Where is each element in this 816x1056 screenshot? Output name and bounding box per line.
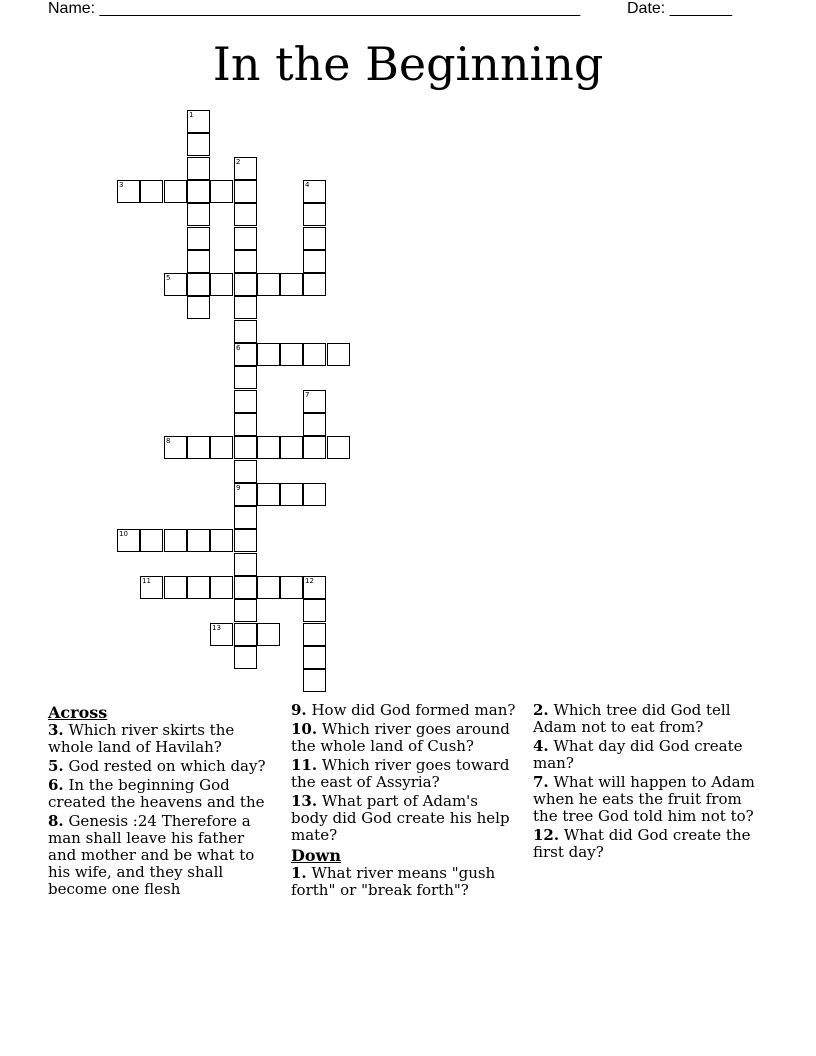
crossword-cell[interactable] [257, 576, 280, 599]
crossword-cell[interactable] [234, 576, 257, 599]
crossword-cell[interactable] [303, 273, 326, 296]
crossword-cell[interactable] [234, 436, 257, 459]
clues-column-2 [291, 702, 519, 901]
crossword-cell[interactable] [234, 366, 257, 389]
crossword-cell[interactable] [210, 436, 233, 459]
crossword-cell[interactable] [280, 436, 303, 459]
crossword-cell[interactable] [303, 343, 326, 366]
clue-across-8: 8. Genesis :24 Therefore a man shall leave his father and mother and be what to his wife, and they shall become one flesh [48, 812, 255, 898]
clue-across-9: 9. How did God formed man? [291, 701, 516, 719]
crossword-cell[interactable] [140, 529, 163, 552]
crossword-cell[interactable] [257, 483, 280, 506]
cell-number: 12 [305, 577, 314, 585]
crossword-cell[interactable] [234, 227, 257, 250]
crossword-cell[interactable] [327, 343, 350, 366]
crossword-cell[interactable] [164, 273, 187, 296]
crossword-cell[interactable] [303, 180, 326, 203]
name-line[interactable]: ______________________________________________________ [99, 0, 581, 17]
crossword-cell[interactable] [187, 203, 210, 226]
cell-number: 11 [142, 577, 151, 585]
name-label: Name: [48, 0, 96, 17]
crossword-cell[interactable] [187, 250, 210, 273]
cell-number: 7 [305, 391, 310, 399]
crossword-cell[interactable] [210, 180, 233, 203]
clue-down-1: 1. What river means "gush forth" or "break forth"? [291, 864, 496, 899]
crossword-cell[interactable] [280, 483, 303, 506]
crossword-cell[interactable] [210, 273, 233, 296]
clue-across-3: 3. Which river skirts the whole land of Havilah? [48, 721, 235, 756]
cell-number: 3 [119, 181, 124, 189]
crossword-cell[interactable] [257, 273, 280, 296]
across-heading: Across [48, 703, 108, 722]
crossword-cell[interactable] [257, 623, 280, 646]
crossword-cell[interactable] [187, 227, 210, 250]
crossword-cell[interactable] [187, 180, 210, 203]
clue-across-13: 13. What part of Adam's body did God create his help mate? [291, 792, 510, 844]
cell-number: 4 [305, 181, 310, 189]
crossword-cell[interactable] [234, 483, 257, 506]
cell-number: 1 [189, 111, 194, 119]
crossword-cell[interactable] [140, 180, 163, 203]
crossword-cell[interactable] [234, 506, 257, 529]
date-label: Date: [627, 0, 666, 17]
crossword-cell[interactable] [234, 180, 257, 203]
crossword-cell[interactable] [234, 343, 257, 366]
crossword-cell[interactable] [234, 553, 257, 576]
crossword-cell[interactable] [303, 483, 326, 506]
clues-column-3 [533, 702, 761, 863]
crossword-cell[interactable] [303, 250, 326, 273]
cell-number: 13 [212, 624, 221, 632]
clue-across-6: 6. In the beginning God created the heavens and the [48, 776, 265, 811]
crossword-cell[interactable] [234, 460, 257, 483]
cell-number: 9 [236, 484, 241, 492]
crossword-cell[interactable] [234, 296, 257, 319]
cell-number: 5 [166, 274, 171, 282]
cell-number: 6 [236, 344, 241, 352]
crossword-cell[interactable] [327, 436, 350, 459]
cell-number: 10 [119, 530, 128, 538]
crossword-cell[interactable] [187, 273, 210, 296]
crossword-cell[interactable] [234, 157, 257, 180]
crossword-cell[interactable] [234, 273, 257, 296]
crossword-cell[interactable] [164, 529, 187, 552]
crossword-cell[interactable] [187, 296, 210, 319]
crossword-cell[interactable] [280, 576, 303, 599]
crossword-cell[interactable] [303, 413, 326, 436]
clue-across-5: 5. God rested on which day? [48, 757, 266, 775]
crossword-cell[interactable] [164, 576, 187, 599]
crossword-cell[interactable] [210, 529, 233, 552]
crossword-cell[interactable] [234, 623, 257, 646]
clue-down-7: 7. What will happen to Adam when he eats the fruit from the tree God told him not to? [533, 773, 755, 825]
crossword-cell[interactable] [234, 250, 257, 273]
crossword-cell[interactable] [234, 529, 257, 552]
crossword-cell[interactable] [303, 669, 326, 692]
crossword-cell[interactable] [280, 273, 303, 296]
crossword-cell[interactable] [164, 436, 187, 459]
cell-number: 2 [236, 158, 241, 166]
clue-across-11: 11. Which river goes toward the east of Assyria? [291, 756, 510, 791]
crossword-cell[interactable] [210, 576, 233, 599]
crossword-cell[interactable] [140, 576, 163, 599]
crossword-cell[interactable] [117, 180, 140, 203]
crossword-cell[interactable] [210, 623, 233, 646]
crossword-cell[interactable] [303, 436, 326, 459]
clue-across-10: 10. Which river goes around the whole land of Cush? [291, 720, 510, 755]
crossword-cell[interactable] [303, 203, 326, 226]
cell-number: 8 [166, 437, 171, 445]
crossword-cell[interactable] [303, 227, 326, 250]
crossword-cell[interactable] [303, 623, 326, 646]
clue-down-2: 2. Which tree did God tell Adam not to eat from? [533, 701, 731, 736]
date-line[interactable]: _______ [669, 0, 732, 17]
down-heading: Down [291, 846, 341, 865]
clue-down-4: 4. What day did God create man? [533, 737, 743, 772]
crossword-cell[interactable] [187, 436, 210, 459]
crossword-cell[interactable] [234, 646, 257, 669]
crossword-cell[interactable] [303, 576, 326, 599]
crossword-cell[interactable] [117, 529, 140, 552]
crossword-cell[interactable] [303, 646, 326, 669]
crossword-cell[interactable] [187, 110, 210, 133]
crossword-cell[interactable] [234, 390, 257, 413]
crossword-cell[interactable] [164, 180, 187, 203]
crossword-cell[interactable] [187, 157, 210, 180]
crossword-cell[interactable] [257, 343, 280, 366]
crossword-cell[interactable] [234, 599, 257, 622]
crossword-cell[interactable] [187, 576, 210, 599]
page-title: In the Beginning [212, 37, 604, 91]
crossword-cell[interactable] [303, 390, 326, 413]
clue-down-12: 12. What did God create the first day? [533, 826, 751, 861]
crossword-cell[interactable] [234, 413, 257, 436]
crossword-cell[interactable] [187, 529, 210, 552]
crossword-cell[interactable] [280, 343, 303, 366]
crossword-cell[interactable] [234, 203, 257, 226]
crossword-cell[interactable] [234, 320, 257, 343]
crossword-cell[interactable] [257, 436, 280, 459]
clues-column-1 [48, 702, 276, 900]
crossword-cell[interactable] [187, 133, 210, 156]
crossword-cell[interactable] [303, 599, 326, 622]
